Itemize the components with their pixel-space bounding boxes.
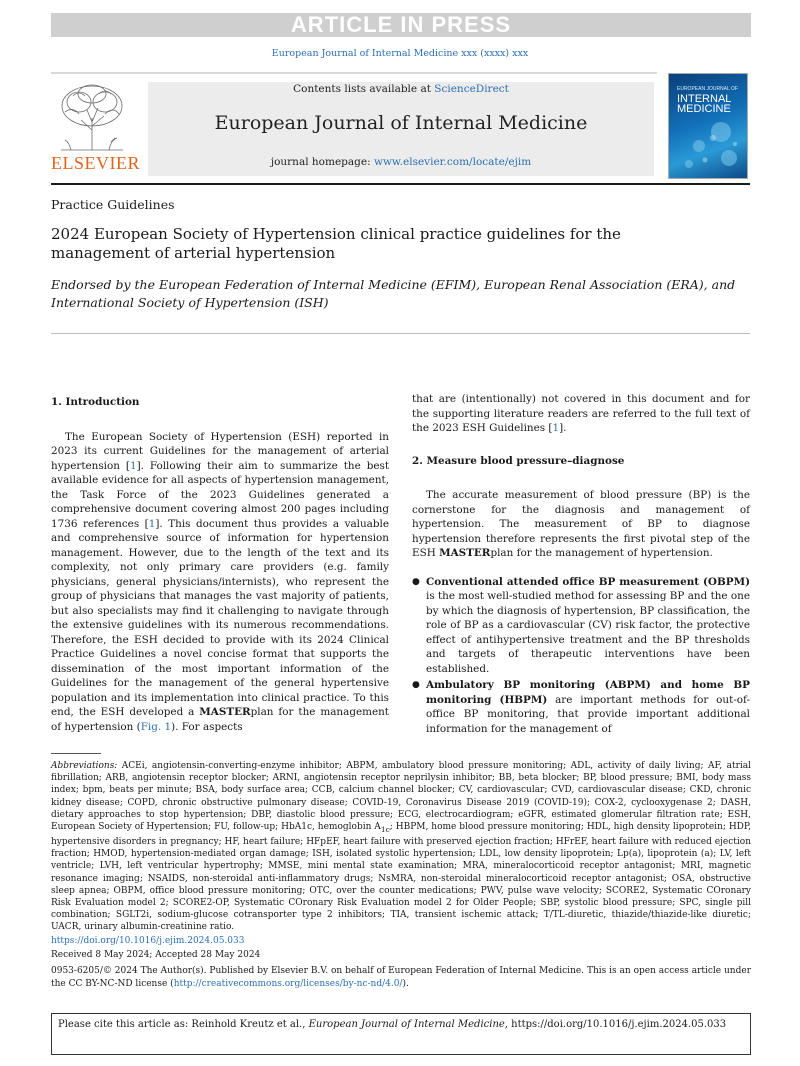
received-dates: Received 8 May 2024; Accepted 28 May 2024 xyxy=(51,950,261,960)
license-text-1: 0953-6205/© 2024 The Author(s). Published by Elsevier B.V. on behalf of European Federation of Internal Medicine. This is an open access article under the CC BY-NC-ND license ( xyxy=(51,966,751,989)
measure-bp-paragraph xyxy=(412,488,750,561)
citation-link[interactable]: 1 xyxy=(148,517,156,530)
endorsement-line: Endorsed by the European Federation of Internal Medicine (EFIM), European Renal Association (ERA), and International Society of Hypertension (ISH) xyxy=(51,277,736,310)
journal-reference-link[interactable]: European Journal of Internal Medicine xxx (xxxx) xxx xyxy=(271,48,529,59)
intro-text-1: The European Society of Hypertension (ESH) reported in 2023 its current Guidelines for the management of arterial hypertension [ xyxy=(51,430,389,472)
footnote-rule xyxy=(51,753,101,754)
abbreviations-text-2: ; HBPM, home blood pressure monitoring; HDL, high density lipoprotein; HDP, hypertensive disorders in pregnancy; HF, heart failure; HFpEF, heart failure with preserved ejection fraction; HFrEF, heart failure with reduced ejection fraction; HMOD, hypertension-mediated organ damage; ISH, isolated systolic hypertension; LDL, low density lipoprotein; Lp(a), lipoprotein (a); LV, left ventricle; LVH, left ventricular hypertrophy; MMSE, mini mental state examination; MRA, mineralocorticoid receptor antagonist; MRI, magnetic resonance imaging; NSAIDS, non-steroidal anti-inflammatory drugs; NsMRA, non-steroidal mineralocorticoid receptor antagonist; OSA, obstructive sleep apnea; OBPM, office blood pressure monitoring; OTC, over the counter medications; PWV, pulse wave velocity; SCORE2, Systematic COronary Risk Evaluation model 2; SCORE2-OP, Systematic COronary Risk Evaluation model 2 for Older People; SBP, systolic blood pressure; SPC, single pill combination; SGLT2i, sodium-glucose cotransporter type 2 inhibitors; TIA, transient ischemic attack; T/TL-diuretic, thiazide/thiazide-like diuretic; UACR, urinary albumin-creatinine ratio. xyxy=(51,822,751,933)
spacer xyxy=(412,436,750,454)
cite-journal: European Journal of Internal Medicine xyxy=(308,1019,505,1030)
bullet-bold: Conventional attended office BP measurement (OBPM) xyxy=(426,575,750,588)
cite-suffix: , https://doi.org/10.1016/j.ejim.2024.05.033 xyxy=(504,1019,727,1030)
header-bottom-rule xyxy=(51,183,750,185)
intro-text-5: ). For aspects xyxy=(171,720,243,733)
section-heading-introduction: 1. Introduction xyxy=(51,396,140,408)
citation-box xyxy=(51,1013,751,1055)
contents-available-line xyxy=(148,83,654,95)
bullet-text: are important methods for out-of-office BP monitoring, that provide important additional information for the management of xyxy=(426,693,750,735)
citation-link[interactable]: 1 xyxy=(129,459,137,472)
abbreviations-label: Abbreviations: xyxy=(51,761,118,771)
sciencedirect-link[interactable]: ScienceDirect xyxy=(434,83,509,95)
list-item xyxy=(412,678,750,736)
cover-title-small: EUROPEAN JOURNAL OF xyxy=(677,86,738,92)
bullet-text: is the most well-studied method for assessing BP and the one by which the diagnosis of hypertension, BP classification, the role of BP as a cardiovascular (CV) risk factor, the protective effect of antihypertensive treatment and the BP thresholds and targets of therapeutic interventions have been established. xyxy=(426,590,750,675)
masterplan-bold: MASTER xyxy=(199,706,251,718)
intro-text-3: ]. This document thus provides a valuable and comprehensive source of information for hypertension management. However, due to the length of the text and its complexity, not only primary care providers (e.g. family physicians, general physicians/internists), who represent the group of physicians that manages the vast majority of patients, but also specialists may find it challenging to navigate through the extensive guidelines with its numerous recommendations. Therefore, the ESH decided to provide with its 2024 Clinical Practice Guidelines a novel concise format that supports the dissemination of the most important information of the Guidelines for the management of the general hypertensive population and its implementation into clinical practice. To this end, the ESH developed a xyxy=(51,517,389,718)
article-section-type: Practice Guidelines xyxy=(51,197,175,212)
continuation-paragraph xyxy=(412,392,750,436)
article-in-press-banner: ARTICLE IN PRESS xyxy=(51,13,751,37)
figure-link[interactable]: Fig. 1 xyxy=(140,720,172,733)
cont-text-2: ]. xyxy=(559,422,567,434)
homepage-prefix: journal homepage: xyxy=(270,156,374,168)
doi-link[interactable]: https://doi.org/10.1016/j.ejim.2024.05.033 xyxy=(51,936,245,946)
cover-title-large: INTERNAL MEDICINE xyxy=(677,93,731,115)
bp-methods-list xyxy=(412,575,750,737)
left-column xyxy=(51,395,389,734)
header-top-rule xyxy=(51,72,657,74)
intro-text-4: plan for the management of hypertension ( xyxy=(51,706,389,733)
introduction-paragraph xyxy=(51,430,389,735)
measure-text-2: plan for the management of hypertension. xyxy=(490,547,713,559)
bullet-bold: Ambulatory BP monitoring (ABPM) and home BP monitoring (HBPM) xyxy=(426,679,750,706)
abbreviations-text: ACEi, angiotensin-converting-enzyme inhibitor; ABPM, ambulatory blood pressure monitoring; ADL, activity of daily living; AF, atrial fibrillation; ARB, angiotensin receptor blocker; ARNI, angiotensin receptor neprilysin inhibitor; BB, beta blocker; BP, blood pressure; BMI, body mass index; bpm, beats per minute; BSA, body surface area; CCB, calcium channel blocker; CV, cardiovascular; CVD, cardiovascular disease; CKD, chronic kidney disease; COPD, chronic obstructive pulmonary disease; COVID-19, Coronavirus Disease 2019 (COVID-19); COX-2, cyclooxygenase 2; DASH, dietary approaches to stop hypertension; DBP, diastolic blood pressure; ECG, electrocardiogram; eGFR, estimated glomerular filtration rate; ESH, European Society of Hypertension; FU, follow-up; HbA1c, hemoglobin A xyxy=(51,761,751,833)
article-title: 2024 European Society of Hypertension clinical practice guidelines for the management of arterial hypertension xyxy=(51,225,621,262)
intro-text-2: ]. Following their aim to summarize the best available evidence for all aspects of hypertension management, the Task Force of the 2023 Guidelines generated a comprehensive document covering almost 200 pages including 1736 references [ xyxy=(51,459,390,530)
cite-prefix: Please cite this article as: Reinhold Kreutz et al., xyxy=(58,1019,309,1030)
subscript: 1c xyxy=(380,824,390,834)
measure-text-1: The accurate measurement of blood pressure (BP) is the cornerstone for the diagnosis and management of hypertension. The measurement of BP to diagnose hypertension therefore represents the first pivotal step of the ESH xyxy=(412,489,750,559)
elsevier-wordmark: ELSEVIER xyxy=(51,153,140,173)
title-divider xyxy=(51,333,750,334)
section-heading-measure-bp: 2. Measure blood pressure–diagnose xyxy=(412,454,625,467)
homepage-link[interactable]: www.elsevier.com/locate/ejim xyxy=(373,156,532,168)
license-link[interactable]: http://creativecommons.org/licenses/by-nc-nd/4.0/ xyxy=(173,978,403,989)
journal-cover-image xyxy=(668,73,748,179)
contents-prefix: Contents lists available at xyxy=(293,83,435,95)
license-text-2: ). xyxy=(402,978,409,989)
journal-homepage-line xyxy=(148,156,654,168)
cont-text-1: that are (intentionally) not covered in this document and for the supporting literature readers are referred to the full text of the 2023 ESH Guidelines [ xyxy=(412,393,750,434)
masterplan-bold: MASTER xyxy=(439,547,491,559)
abbreviations-footnote xyxy=(51,760,751,934)
list-item xyxy=(412,575,750,677)
journal-title: European Journal of Internal Medicine xyxy=(214,112,588,134)
citation-link[interactable]: 1 xyxy=(552,422,560,434)
license-statement xyxy=(51,965,751,990)
right-column xyxy=(412,392,750,738)
